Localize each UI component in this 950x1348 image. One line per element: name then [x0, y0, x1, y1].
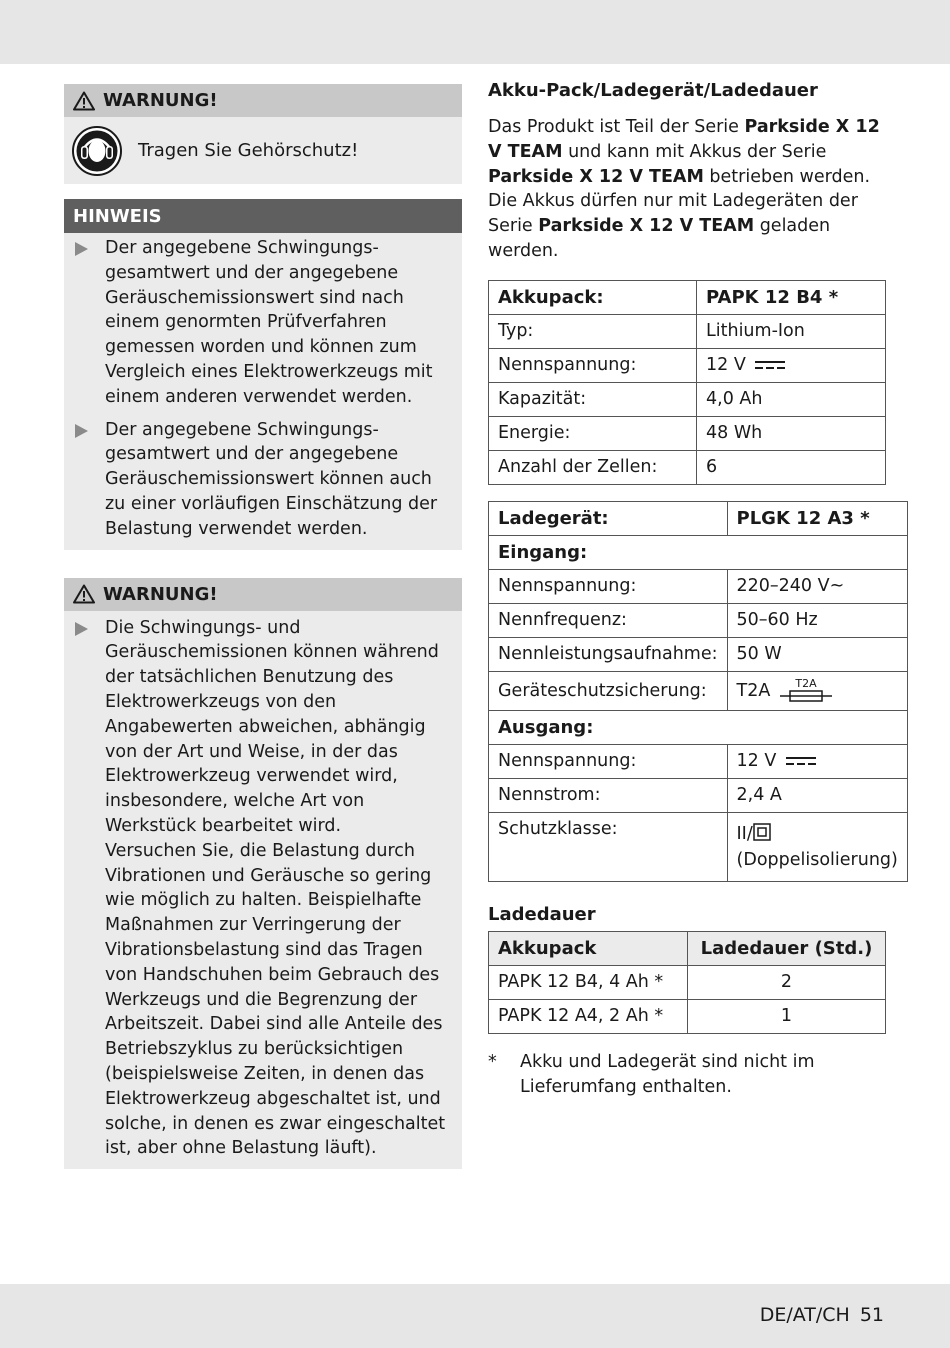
series-name: Parkside X 12 V TEAM [538, 216, 755, 237]
protection-class-note: (Doppelisolierung) [736, 849, 898, 870]
note-bullet-text: Der angegebene Schwingungs-gesamtwert und der angegebene Geräuschemissionswert sind nach einem genormten Prüfverfahren gemessen worden und können zum Vergleich eines Elektrowerkzeugs mit einem anderen verwendet werden. [105, 238, 433, 407]
list-item [74, 418, 454, 542]
section-label: Eingang: [489, 535, 908, 569]
table-cell: Nennspannung: [489, 569, 728, 603]
footer-region: DE/AT/CH [759, 1304, 850, 1326]
table-cell: 4,0 Ah [697, 382, 886, 416]
table-cell [727, 812, 907, 881]
table-row [489, 603, 908, 637]
table-section-row [489, 535, 908, 569]
series-name: Parkside X 12 V TEAM [488, 117, 880, 162]
table-header-cell: Ladegerät: [489, 501, 728, 535]
battery-spec-table [488, 280, 886, 485]
intro-text: und kann mit Akkus der Serie [562, 141, 827, 162]
warning-box-hearing [64, 84, 462, 184]
bullet-arrow-icon [74, 242, 88, 256]
bullet-arrow-icon [74, 622, 88, 636]
fuse-icon-label: T2A [795, 677, 817, 690]
warning-paragraph: Die Schwingungs- und Geräuschemissionen können während der tatsächlichen Benutzung des Elektrowerkzeugs von den Angabewerten abweichen, abhängig von der Art und Weise, in der das Elektrowerkzeug verwendet wird, insbesondere, welche Art von Werkstück bearbeitet wird. [105, 617, 439, 836]
hearing-protection-row [64, 117, 462, 184]
table-cell: 1 [688, 999, 886, 1033]
intro-paragraph [488, 115, 886, 264]
table-cell: Typ: [489, 314, 697, 348]
table-row [489, 965, 886, 999]
intro-text: geladen werden. [488, 216, 831, 261]
direct-current-icon [786, 756, 816, 766]
table-cell: Nennspannung: [489, 348, 697, 382]
table-cell: 2 [688, 965, 886, 999]
top-band [0, 0, 950, 64]
table-row [489, 744, 908, 778]
double-insulation-icon [753, 823, 771, 841]
table-cell: Lithium-Ion [697, 314, 886, 348]
table-header-row [489, 501, 908, 535]
footnote-text: Akku und Ladegerät sind nicht im Lieferumfang enthalten. [520, 1051, 815, 1097]
table-cell [727, 744, 907, 778]
fuse-icon [780, 678, 832, 704]
warning-title: WARNUNG! [103, 90, 218, 111]
table-cell: 48 Wh [697, 416, 886, 450]
table-cell: 6 [697, 450, 886, 484]
intro-text: betrieben werden. Die Akkus dürfen nur mit Ladegeräten der Serie [488, 166, 871, 237]
table-header-row [489, 931, 886, 965]
table-cell [697, 348, 886, 382]
note-bullet-text: Der angegebene Schwingungs-gesamtwert und der angegebene Geräuschemissionswert können auch zu einer vorläufigen Einschätzung der Belastung verwendet werden. [105, 419, 438, 539]
bullet-arrow-icon [74, 424, 88, 438]
table-row [489, 348, 886, 382]
table-cell: Kapazität: [489, 382, 697, 416]
table-row [489, 382, 886, 416]
table-row [489, 999, 886, 1033]
list-item [74, 236, 454, 410]
table-section-row [489, 710, 908, 744]
table-header-row [489, 280, 886, 314]
table-row [489, 314, 886, 348]
table-header-cell: PLGK 12 A3 * [727, 501, 907, 535]
table-row [489, 416, 886, 450]
table-cell: Nennleistungsaufnahme: [489, 637, 728, 671]
charging-time-table [488, 931, 886, 1034]
table-row [489, 450, 886, 484]
voltage-value: 12 V [706, 355, 746, 376]
table-row [489, 671, 908, 710]
hearing-protection-text: Tragen Sie Gehörschutz! [138, 140, 359, 161]
table-row [489, 778, 908, 812]
table-cell: 2,4 A [727, 778, 907, 812]
table-cell: 50–60 Hz [727, 603, 907, 637]
table-cell: Nennstrom: [489, 778, 728, 812]
warning-header [64, 578, 462, 611]
table-cell: Anzahl der Zellen: [489, 450, 697, 484]
right-column [488, 80, 898, 1099]
table-header-cell: Akkupack: [489, 280, 697, 314]
table-header-cell: Akkupack [489, 931, 688, 965]
table-cell: Energie: [489, 416, 697, 450]
note-box [64, 199, 462, 550]
section-label: Ausgang: [489, 710, 908, 744]
table-cell: Geräteschutzsicherung: [489, 671, 728, 710]
table-row [489, 812, 908, 881]
footnote [488, 1050, 886, 1100]
protection-class-value: II/ [736, 823, 753, 844]
voltage-value: 12 V [736, 751, 777, 772]
warning-title: WARNUNG! [103, 583, 218, 605]
page-number: 51 [859, 1304, 884, 1326]
warning-header [64, 84, 462, 117]
section-heading: Akku-Pack/Ladegerät/Ladedauer [488, 80, 818, 101]
table-cell: PAPK 12 A4, 2 Ah * [489, 999, 688, 1033]
table-row [489, 569, 908, 603]
table-cell: PAPK 12 B4, 4 Ah * [489, 965, 688, 999]
table-header-cell: Ladedauer (Std.) [688, 931, 886, 965]
series-name: Parkside X 12 V TEAM [488, 166, 704, 187]
warning-triangle-icon [73, 584, 95, 604]
table-cell: Nennfrequenz: [489, 603, 728, 637]
ear-protection-icon [72, 126, 122, 176]
charger-spec-table [488, 501, 908, 882]
note-title: HINWEIS [73, 205, 162, 227]
fuse-value: T2A [736, 680, 771, 701]
table-cell: 220–240 V~ [727, 569, 907, 603]
note-bullets [64, 233, 462, 550]
table-cell: 50 W [727, 637, 907, 671]
table-header-cell: PAPK 12 B4 * [697, 280, 886, 314]
page-footer [760, 1304, 884, 1326]
footnote-marker: * [488, 1051, 497, 1072]
left-column [64, 84, 462, 1169]
table-cell [727, 671, 907, 710]
note-header [64, 199, 462, 233]
warning-paragraph: Versuchen Sie, die Belastung durch Vibrationen und Geräusche so gering wie möglich zu halten. Beispielhafte Maßnahmen zur Verringerung der Vibrationsbelastung sind das Tragen von Handschuhen beim Gebrauch des Werkzeugs und die Begrenzung der Arbeitszeit. Dabei sind alle Anteile des Betriebszyklus zu berücksichtigen (beispielsweise Zeiten, in denen das Elektrowerkzeug abgeschaltet ist, und solche, in denen es zwar eingeschaltet ist, aber ohne Belastung läuft). [105, 840, 446, 1159]
warning-box-vibration [64, 578, 462, 1170]
warning-bullets [64, 611, 462, 1170]
table-row [489, 637, 908, 671]
direct-current-icon [755, 360, 785, 370]
charging-time-heading: Ladedauer [488, 903, 596, 925]
table-cell: Nennspannung: [489, 744, 728, 778]
intro-text: Das Produkt ist Teil der Serie [488, 117, 745, 137]
table-cell: Schutzklasse: [489, 812, 728, 881]
warning-triangle-icon [73, 91, 95, 111]
list-item [74, 616, 454, 1162]
